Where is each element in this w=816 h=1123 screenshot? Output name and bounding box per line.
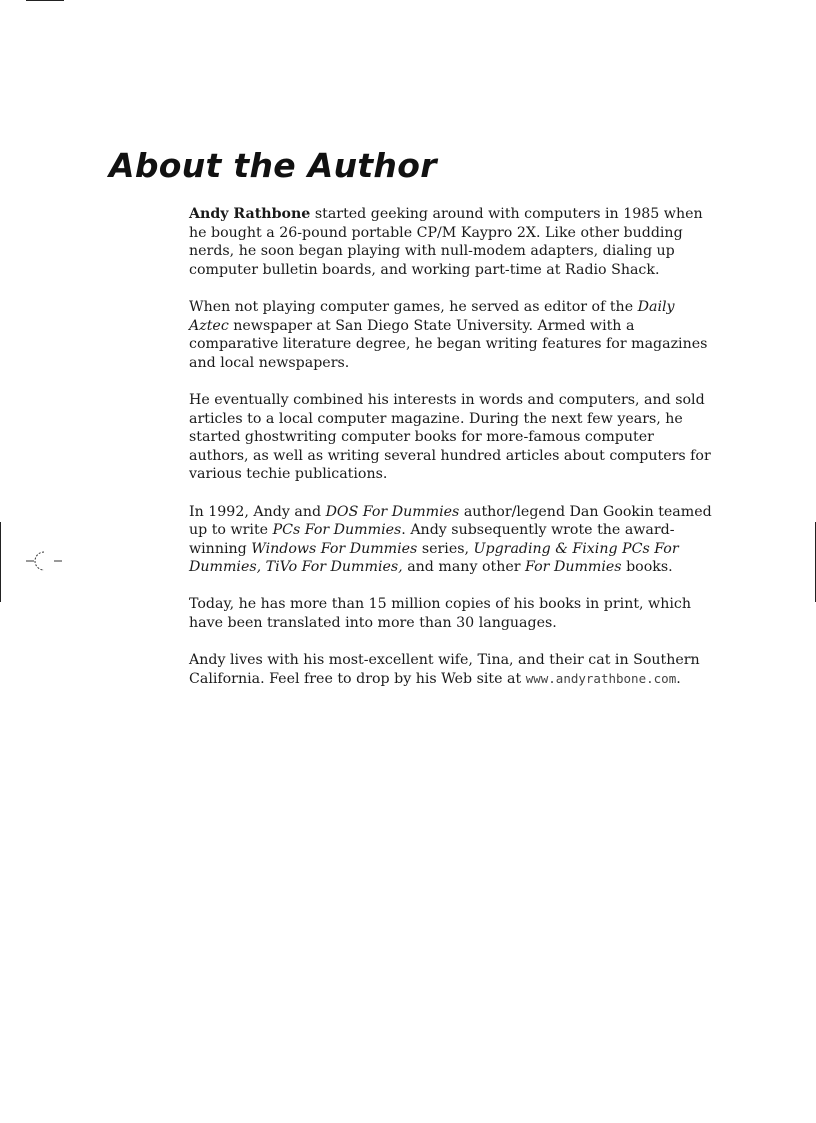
book-title: DOS For Dummies (325, 503, 460, 520)
author-bio (189, 205, 714, 707)
bio-paragraph-3: He eventually combined his interests in words and computers, and sold articles to a local computer magazine. During the next few years, he started ghostwriting computer books for more-famous computer authors, as well as writing several hundred articles about computers for various techie publications. (189, 391, 711, 483)
page-title: About the Author (109, 146, 437, 185)
bio-paragraph-4: In 1992, Andy and DOS For Dummies author/legend Dan Gookin teamed up to write PCs For Dummies. Andy subsequently wrote the award-winning Windows For Dummies series, Upgrading & Fixing PCs For Dummies, TiVo For Dummies, and many other For Dummies books. (189, 503, 712, 576)
crop-mark (26, 0, 64, 3)
book-title: Windows For Dummies (251, 540, 418, 557)
bio-paragraph-2: When not playing computer games, he served as editor of the Daily Aztec newspaper at San Diego State University. Armed with a comparative literature degree, he began writing features for magazines and local newspapers. (189, 298, 708, 371)
publication-title: Daily Aztec (189, 298, 675, 334)
bio-paragraph-1: Andy Rathbone started geeking around with computers in 1985 when he bought a 26-pound portable CP/M Kaypro 2X. Like other budding nerds, he soon began playing with null-modem adapters, dialing up computer bulletin boards, and working part-time at Radio Shack. (189, 206, 703, 278)
page-edge-rule-left (0, 522, 1, 602)
book-title: For Dummies (525, 559, 622, 576)
book-title: Upgrading & Fixing PCs For Dummies, TiVo For Dummies, (189, 540, 679, 576)
book-title: PCs For Dummies (272, 522, 402, 539)
bio-paragraph-6: Andy lives with his most-excellent wife, Tina, and their cat in Southern California. Feel free to drop by his Web site at www.andyrathbone.com. (189, 652, 700, 687)
registration-mark-icon (24, 548, 64, 576)
author-name: Andy Rathbone (189, 206, 311, 222)
website-url: www.andyrathbone.com (525, 670, 677, 686)
bio-paragraph-5: Today, he has more than 15 million copies of his books in print, which have been translated into more than 30 languages. (189, 596, 691, 632)
